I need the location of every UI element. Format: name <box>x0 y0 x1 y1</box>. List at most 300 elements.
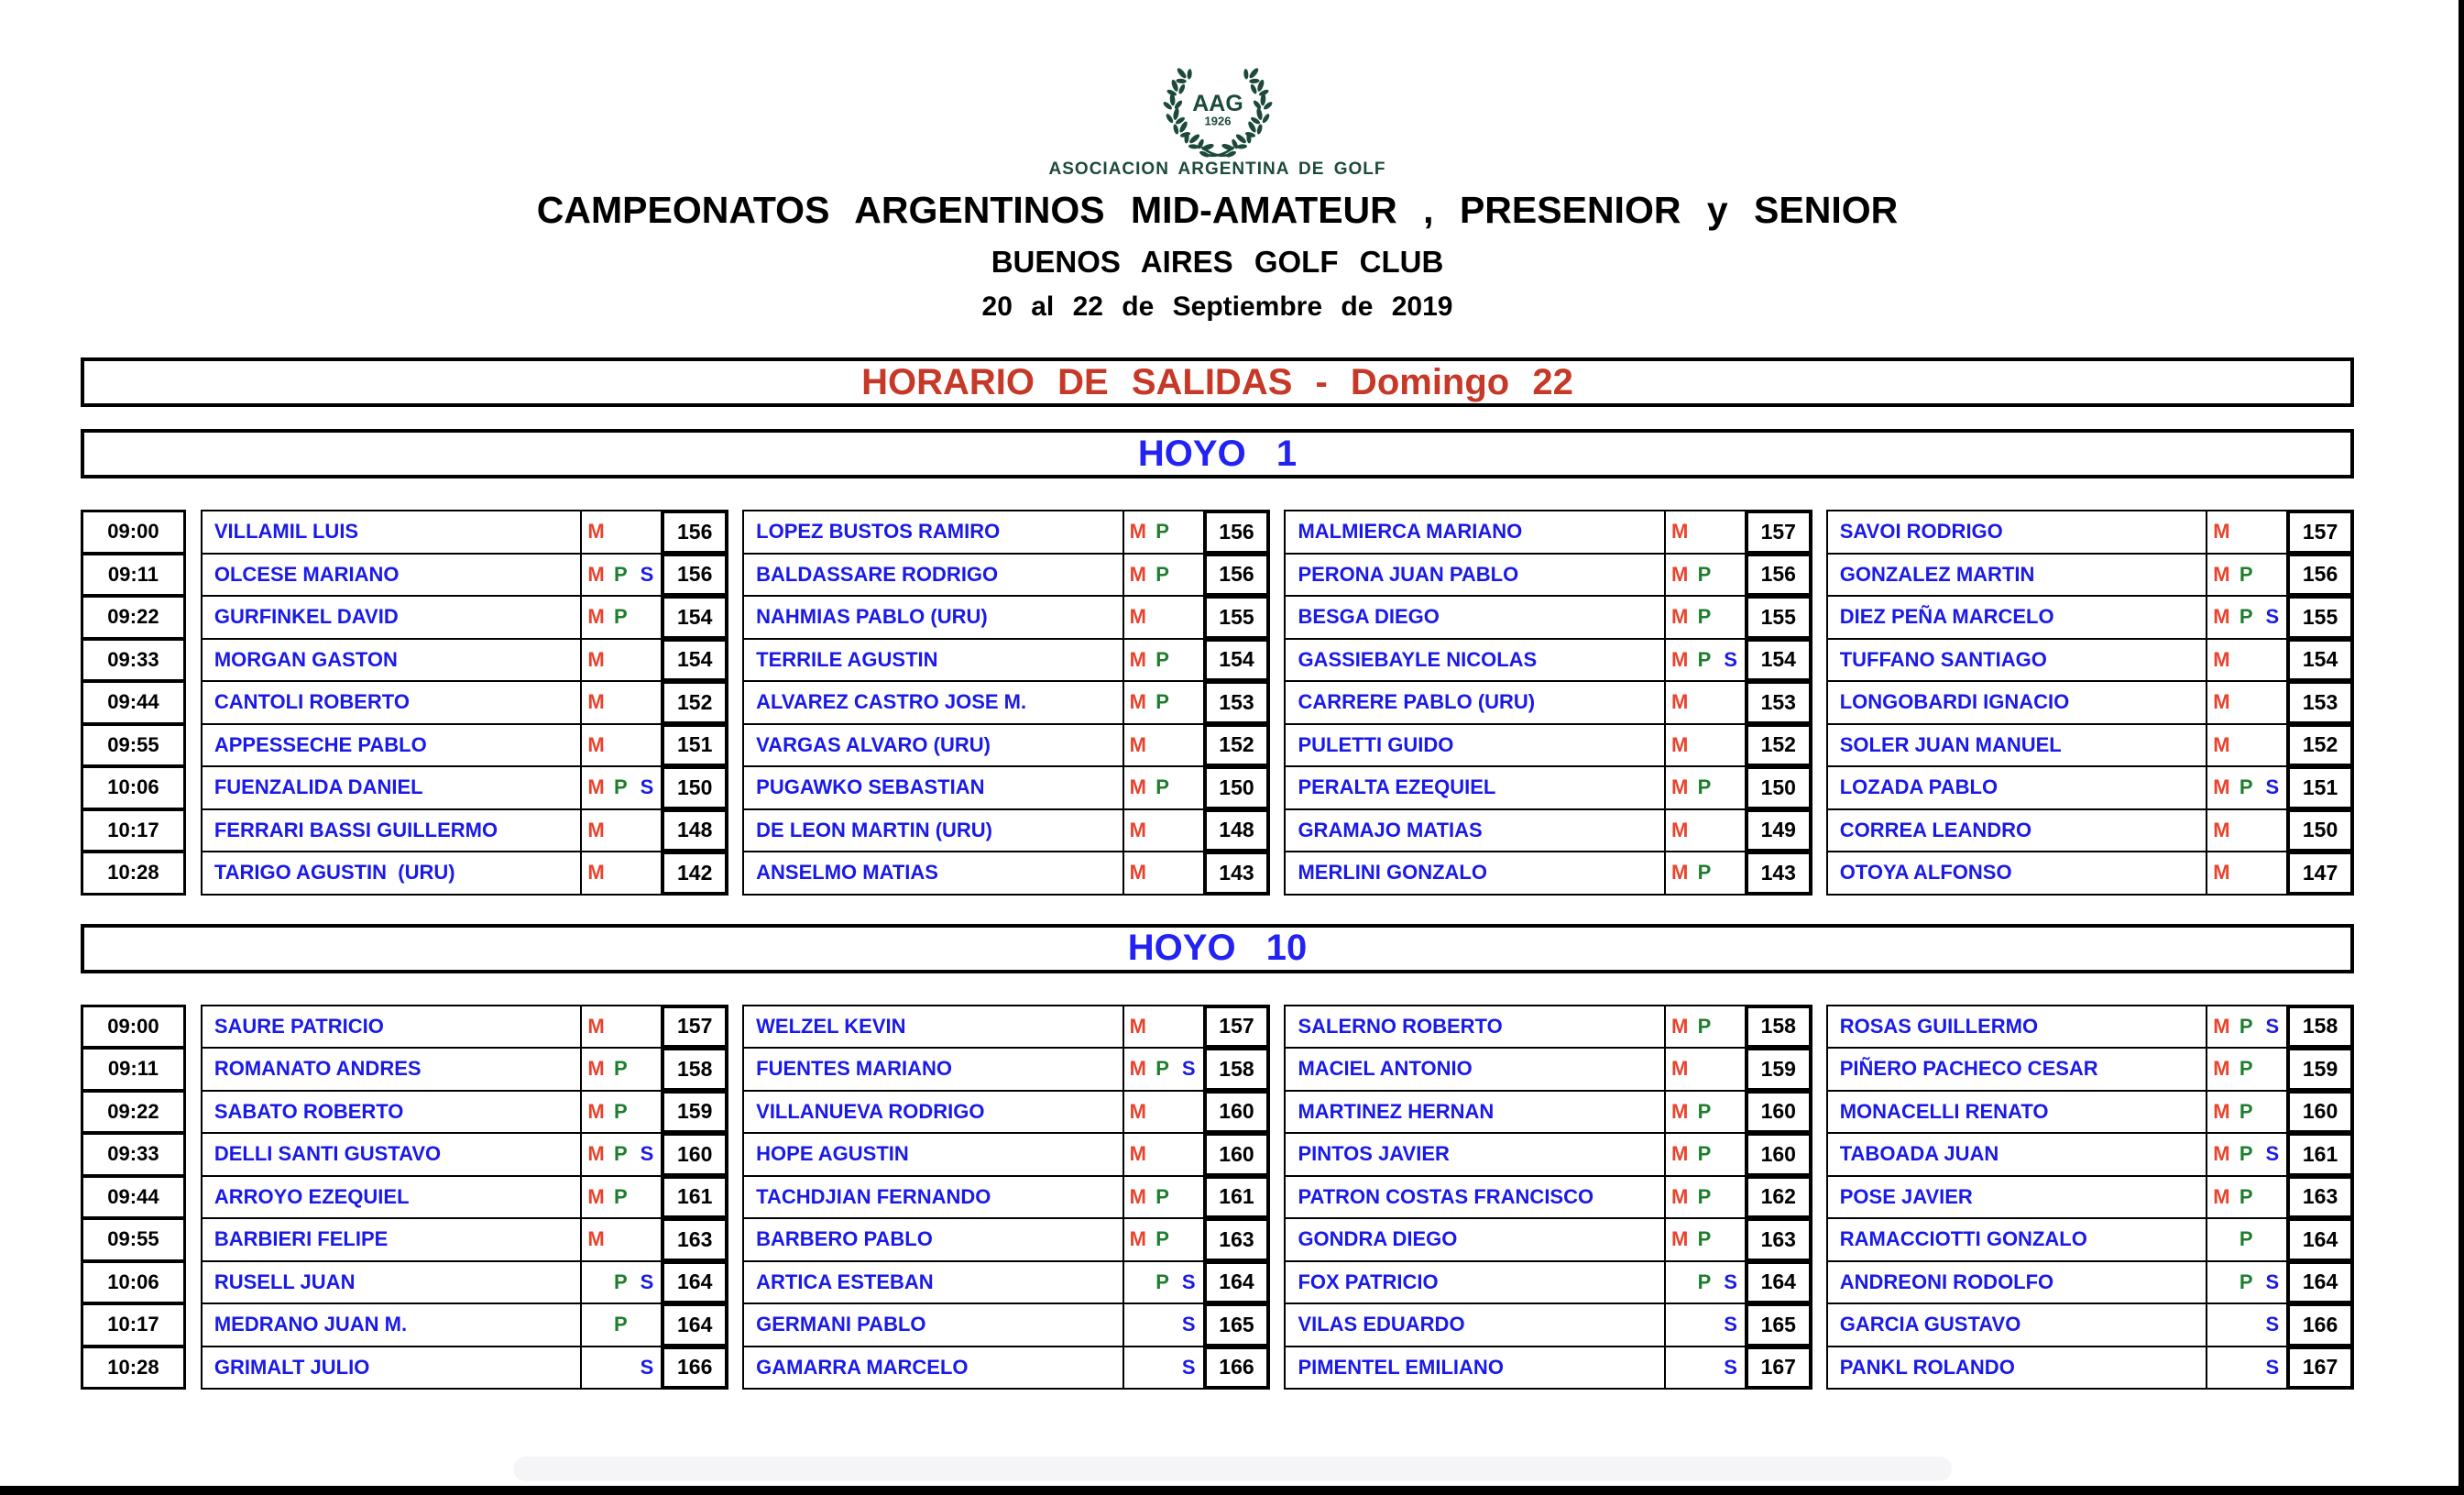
player-name-cell: CANTOLI ROBERTO <box>201 680 581 725</box>
category-flags-cell <box>580 851 663 896</box>
score-cell: 150 <box>1203 765 1271 810</box>
player-name-cell: MORGAN GASTON <box>201 638 581 683</box>
flag-m: M <box>2213 520 2230 544</box>
flag-m: M <box>587 775 605 799</box>
flag-s: S <box>2265 1142 2280 1166</box>
column-gap <box>1270 553 1284 598</box>
column-gap <box>728 1090 742 1135</box>
column-gap <box>1270 510 1284 555</box>
flag-m: M <box>1670 690 1689 714</box>
flag-m: M <box>1129 605 1146 629</box>
column-gap <box>186 1346 201 1391</box>
player-name-cell: TACHDJIAN FERNANDO <box>742 1175 1122 1220</box>
column-gap <box>1812 553 1826 598</box>
flag-m: M <box>1670 1227 1689 1251</box>
score-cell: 158 <box>1203 1047 1271 1092</box>
flag-p: P <box>1697 1270 1712 1293</box>
flag-m: M <box>1670 775 1689 799</box>
score-cell: 164 <box>661 1303 728 1347</box>
player-name-cell: DELLI SANTI GUSTAVO <box>201 1132 581 1177</box>
flag-s: S <box>1181 1057 1196 1081</box>
player-name-cell: SOLER JUAN MANUEL <box>1826 723 2207 768</box>
tee-time-cell: 09:33 <box>81 638 186 683</box>
category-flags-cell <box>2206 510 2288 555</box>
score-cell: 165 <box>1203 1303 1271 1347</box>
score-cell: 160 <box>661 1132 728 1177</box>
flag-m: M <box>2213 690 2230 714</box>
category-flags-cell <box>2206 1132 2288 1177</box>
tee-time-cell: 10:06 <box>81 1260 186 1305</box>
category-flags-cell <box>1122 1217 1205 1262</box>
flag-p: P <box>1155 775 1169 799</box>
tee-time-cell: 09:44 <box>81 1175 186 1220</box>
column-gap <box>186 1175 201 1220</box>
column-gap <box>1812 510 1826 555</box>
score-cell: 150 <box>661 765 728 810</box>
column-gap <box>1270 1260 1284 1305</box>
flag-p: P <box>1697 605 1712 629</box>
category-flags-cell <box>1122 1260 1205 1305</box>
player-name-cell: FUENTES MARIANO <box>742 1047 1122 1092</box>
player-name-cell: VILLAMIL LUIS <box>201 510 581 555</box>
category-flags-cell <box>580 765 663 810</box>
score-cell: 159 <box>2286 1047 2354 1092</box>
flag-m: M <box>587 647 605 671</box>
section-title-box <box>81 429 2354 478</box>
score-cell: 154 <box>2286 638 2354 683</box>
flag-m: M <box>587 690 605 714</box>
category-flags-cell <box>2206 808 2288 853</box>
aag-logo <box>81 62 2354 180</box>
flag-p: P <box>1697 562 1712 586</box>
column-gap <box>186 851 201 896</box>
player-name-cell: ANSELMO MATIAS <box>742 851 1122 896</box>
category-flags-cell <box>580 808 663 853</box>
player-name-cell: FERRARI BASSI GUILLERMO <box>201 808 581 853</box>
category-flags-cell <box>580 1217 663 1262</box>
flag-p: P <box>613 1270 628 1293</box>
flag-m: M <box>1129 1184 1146 1208</box>
column-gap <box>1270 851 1284 896</box>
flag-m: M <box>587 861 605 885</box>
flag-s: S <box>1724 1270 1737 1293</box>
flag-m: M <box>587 562 605 586</box>
score-cell: 163 <box>1745 1217 1812 1262</box>
flag-s: S <box>1181 1313 1196 1336</box>
flag-m: M <box>587 1057 605 1081</box>
player-name-cell: GASSIEBAYLE NICOLAS <box>1284 638 1664 683</box>
category-flags-cell <box>1122 1175 1205 1220</box>
category-flags-cell <box>580 1346 663 1391</box>
score-cell: 150 <box>2286 808 2354 853</box>
flag-m: M <box>1129 1014 1146 1038</box>
category-flags-cell <box>1664 1346 1747 1391</box>
column-gap <box>1812 808 1826 853</box>
score-cell: 154 <box>1203 638 1271 683</box>
column-gap <box>728 1303 742 1347</box>
flag-s: S <box>640 1142 654 1166</box>
score-cell: 160 <box>1745 1090 1812 1135</box>
score-cell: 157 <box>1745 510 1812 555</box>
flag-p: P <box>613 1313 628 1336</box>
player-name-cell: GURFINKEL DAVID <box>201 595 581 640</box>
hoyo-section <box>81 924 2354 1391</box>
flag-m: M <box>2213 562 2230 586</box>
screen-bottom-edge <box>0 1486 2464 1495</box>
player-name-cell: GRIMALT JULIO <box>201 1346 581 1391</box>
category-flags-cell <box>1122 1090 1205 1135</box>
player-name-cell: APPESSECHE PABLO <box>201 723 581 768</box>
category-flags-cell <box>580 1132 663 1177</box>
player-name-cell: MERLINI GONZALO <box>1284 851 1664 896</box>
category-flags-cell <box>1122 1346 1205 1391</box>
player-name-cell: VILAS EDUARDO <box>1284 1303 1664 1347</box>
flag-p: P <box>1697 1014 1712 1038</box>
column-gap <box>728 1260 742 1305</box>
flag-m: M <box>2213 1142 2230 1166</box>
flag-m: M <box>2213 605 2230 629</box>
category-flags-cell <box>1122 1005 1205 1050</box>
player-name-cell: OLCESE MARIANO <box>201 553 581 598</box>
player-name-cell: LOPEZ BUSTOS RAMIRO <box>742 510 1122 555</box>
player-name-cell: CARRERE PABLO (URU) <box>1284 680 1664 725</box>
score-cell: 152 <box>661 680 728 725</box>
flag-m: M <box>1129 1142 1146 1166</box>
flag-m: M <box>1670 1184 1689 1208</box>
tee-time-row <box>81 553 2354 598</box>
category-flags-cell <box>2206 1217 2288 1262</box>
player-name-cell: MEDRANO JUAN M. <box>201 1303 581 1347</box>
flag-s: S <box>1724 647 1737 671</box>
tee-time-row <box>81 1260 2354 1305</box>
score-cell: 160 <box>1745 1132 1812 1177</box>
flag-m: M <box>587 605 605 629</box>
flag-m: M <box>1129 562 1146 586</box>
logo-org-name: ASOCIACION ARGENTINA DE GOLF <box>1048 159 1386 179</box>
score-cell: 158 <box>2286 1005 2354 1050</box>
category-flags-cell <box>1122 808 1205 853</box>
event-dates: 20 al 22 de Septiembre de 2019 <box>981 291 1453 322</box>
player-name-cell: ARTICA ESTEBAN <box>742 1260 1122 1305</box>
category-flags-cell <box>2206 595 2288 640</box>
flag-p: P <box>1155 1270 1169 1293</box>
column-gap <box>1812 723 1826 768</box>
category-flags-cell <box>1664 765 1747 810</box>
flag-p: P <box>613 605 628 629</box>
flag-p: P <box>2239 1057 2253 1081</box>
column-gap <box>1270 1090 1284 1135</box>
score-cell: 159 <box>1745 1047 1812 1092</box>
column-gap <box>728 1005 742 1050</box>
category-flags-cell <box>580 1175 663 1220</box>
tee-time-cell: 10:17 <box>81 1303 186 1347</box>
column-gap <box>1270 1132 1284 1177</box>
player-name-cell: SAURE PATRICIO <box>201 1005 581 1050</box>
flag-m: M <box>587 1227 605 1251</box>
column-gap <box>186 595 201 640</box>
column-gap <box>1812 1090 1826 1135</box>
flag-p: P <box>613 1057 628 1081</box>
column-gap <box>1812 595 1826 640</box>
category-flags-cell <box>2206 1090 2288 1135</box>
flag-m: M <box>2213 1099 2230 1123</box>
flag-m: M <box>587 1014 605 1038</box>
category-flags-cell <box>580 553 663 598</box>
player-name-cell: GARCIA GUSTAVO <box>1826 1303 2207 1347</box>
bottom-pill-shadow <box>513 1457 1952 1481</box>
player-name-cell: MONACELLI RENATO <box>1826 1090 2207 1135</box>
tee-time-cell: 09:11 <box>81 553 186 598</box>
category-flags-cell <box>580 723 663 768</box>
category-flags-cell <box>1122 595 1205 640</box>
category-flags-cell <box>2206 1346 2288 1391</box>
player-name-cell: RAMACCIOTTI GONZALO <box>1826 1217 2207 1262</box>
flag-p: P <box>2239 562 2253 586</box>
flag-m: M <box>1670 520 1689 544</box>
player-name-cell: SALERNO ROBERTO <box>1284 1005 1664 1050</box>
flag-m: M <box>1670 861 1689 885</box>
category-flags-cell <box>580 1005 663 1050</box>
score-cell: 164 <box>1745 1260 1812 1305</box>
column-gap <box>1812 1303 1826 1347</box>
category-flags-cell <box>1664 1260 1747 1305</box>
player-name-cell: GONDRA DIEGO <box>1284 1217 1664 1262</box>
column-gap <box>1270 765 1284 810</box>
score-cell: 153 <box>2286 680 2354 725</box>
flag-m: M <box>2213 732 2230 756</box>
score-cell: 164 <box>2286 1260 2354 1305</box>
category-flags-cell <box>1664 553 1747 598</box>
category-flags-cell <box>1664 680 1747 725</box>
score-cell: 166 <box>1203 1346 1271 1391</box>
tee-time-cell: 10:17 <box>81 808 186 853</box>
tee-time-row <box>81 1217 2354 1262</box>
flag-m: M <box>1129 1227 1146 1251</box>
column-gap <box>1812 765 1826 810</box>
tee-time-cell: 09:11 <box>81 1047 186 1092</box>
flag-m: M <box>587 1099 605 1123</box>
category-flags-cell <box>1122 638 1205 683</box>
flag-p: P <box>1155 520 1169 544</box>
flag-m: M <box>2213 647 2230 671</box>
tee-time-row <box>81 1303 2354 1347</box>
flag-p: P <box>1155 647 1169 671</box>
tee-time-row <box>81 765 2354 810</box>
player-name-cell: ROMANATO ANDRES <box>201 1047 581 1092</box>
score-cell: 155 <box>1745 595 1812 640</box>
score-cell: 163 <box>661 1217 728 1262</box>
schedule-title: HORARIO DE SALIDAS - Domingo 22 <box>861 361 1573 402</box>
score-cell: 156 <box>2286 553 2354 598</box>
category-flags-cell <box>2206 1005 2288 1050</box>
score-cell: 153 <box>1745 680 1812 725</box>
flag-s: S <box>2265 1270 2280 1293</box>
column-gap <box>1270 1217 1284 1262</box>
score-cell: 158 <box>1745 1005 1812 1050</box>
flag-m: M <box>1129 647 1146 671</box>
player-name-cell: VARGAS ALVARO (URU) <box>742 723 1122 768</box>
column-gap <box>728 1132 742 1177</box>
flag-p: P <box>2239 1014 2253 1038</box>
category-flags-cell <box>1122 1303 1205 1347</box>
tee-time-cell: 10:06 <box>81 765 186 810</box>
tee-time-row <box>81 1047 2354 1092</box>
score-cell: 142 <box>661 851 728 896</box>
score-cell: 154 <box>661 595 728 640</box>
flag-p: P <box>2239 1142 2253 1166</box>
flag-p: P <box>1697 861 1712 885</box>
player-name-cell: POSE JAVIER <box>1826 1175 2207 1220</box>
document-page <box>81 0 2354 1390</box>
player-name-cell: ARROYO EZEQUIEL <box>201 1175 581 1220</box>
tee-time-row <box>81 1090 2354 1135</box>
flag-s: S <box>2265 1313 2280 1336</box>
player-name-cell: PERALTA EZEQUIEL <box>1284 765 1664 810</box>
flag-m: M <box>1129 690 1146 714</box>
column-gap <box>1812 680 1826 725</box>
player-name-cell: BESGA DIEGO <box>1284 595 1664 640</box>
flag-m: M <box>1129 775 1146 799</box>
tee-times-table <box>81 1005 2354 1391</box>
category-flags-cell <box>2206 1175 2288 1220</box>
player-name-cell: GONZALEZ MARTIN <box>1826 553 2207 598</box>
flag-m: M <box>1670 1142 1689 1166</box>
category-flags-cell <box>580 680 663 725</box>
category-flags-cell <box>580 1260 663 1305</box>
flag-p: P <box>1697 775 1712 799</box>
tee-time-row <box>81 851 2354 896</box>
score-cell: 164 <box>1203 1260 1271 1305</box>
column-gap <box>728 808 742 853</box>
player-name-cell: PIÑERO PACHECO CESAR <box>1826 1047 2207 1092</box>
column-gap <box>1812 1132 1826 1177</box>
column-gap <box>1812 1047 1826 1092</box>
player-name-cell: DE LEON MARTIN (URU) <box>742 808 1122 853</box>
player-name-cell: ANDREONI RODOLFO <box>1826 1260 2207 1305</box>
flag-s: S <box>640 1270 654 1293</box>
player-name-cell: PANKL ROLANDO <box>1826 1346 2207 1391</box>
flag-m: M <box>1129 732 1146 756</box>
logo-year: 1926 <box>1204 114 1231 128</box>
column-gap <box>1270 680 1284 725</box>
score-cell: 167 <box>1745 1346 1812 1391</box>
score-cell: 156 <box>1745 553 1812 598</box>
category-flags-cell <box>1122 510 1205 555</box>
column-gap <box>1270 638 1284 683</box>
flag-m: M <box>2213 1057 2230 1081</box>
category-flags-cell <box>2206 553 2288 598</box>
flag-m: M <box>2213 1014 2230 1038</box>
player-name-cell: LONGOBARDI IGNACIO <box>1826 680 2207 725</box>
flag-m: M <box>1670 1099 1689 1123</box>
column-gap <box>1812 1005 1826 1050</box>
category-flags-cell <box>580 510 663 555</box>
score-cell: 147 <box>2286 851 2354 896</box>
category-flags-cell <box>580 1047 663 1092</box>
player-name-cell: FUENZALIDA DANIEL <box>201 765 581 810</box>
flag-m: M <box>1670 818 1689 841</box>
tee-time-cell: 10:28 <box>81 1346 186 1391</box>
column-gap <box>1270 1005 1284 1050</box>
player-name-cell: RUSELL JUAN <box>201 1260 581 1305</box>
category-flags-cell <box>1664 1175 1747 1220</box>
category-flags-cell <box>1664 595 1747 640</box>
tee-time-cell: 09:22 <box>81 595 186 640</box>
column-gap <box>186 680 201 725</box>
category-flags-cell <box>1122 680 1205 725</box>
flag-s: S <box>640 775 654 799</box>
player-name-cell: FOX PATRICIO <box>1284 1260 1664 1305</box>
flag-s: S <box>640 1355 654 1379</box>
category-flags-cell <box>1122 1047 1205 1092</box>
tee-time-row <box>81 723 2354 768</box>
flag-p: P <box>2239 605 2253 629</box>
column-gap <box>728 553 742 598</box>
tee-time-cell: 09:00 <box>81 1005 186 1050</box>
flag-m: M <box>1670 1057 1689 1081</box>
category-flags-cell <box>580 1090 663 1135</box>
tee-time-cell: 10:28 <box>81 851 186 896</box>
player-name-cell: BALDASSARE RODRIGO <box>742 553 1122 598</box>
column-gap <box>186 1132 201 1177</box>
flag-m: M <box>587 818 605 841</box>
flag-m: M <box>1129 520 1146 544</box>
score-cell: 153 <box>1203 680 1271 725</box>
player-name-cell: WELZEL KEVIN <box>742 1005 1122 1050</box>
score-cell: 156 <box>1203 510 1271 555</box>
score-cell: 158 <box>661 1047 728 1092</box>
column-gap <box>728 1175 742 1220</box>
column-gap <box>1270 1175 1284 1220</box>
tee-time-row <box>81 1346 2354 1391</box>
logo-acronym: AAG <box>1191 91 1243 117</box>
schedule-title-box <box>81 357 2354 407</box>
flag-m: M <box>2213 818 2230 841</box>
score-cell: 164 <box>2286 1217 2354 1262</box>
player-name-cell: PERONA JUAN PABLO <box>1284 553 1664 598</box>
flag-m: M <box>1670 647 1689 671</box>
category-flags-cell <box>2206 680 2288 725</box>
score-cell: 161 <box>661 1175 728 1220</box>
flag-m: M <box>1129 861 1146 885</box>
tee-time-row <box>81 1175 2354 1220</box>
player-name-cell: GERMANI PABLO <box>742 1303 1122 1347</box>
flag-p: P <box>1697 1142 1712 1166</box>
player-name-cell: TARIGO AGUSTIN (URU) <box>201 851 581 896</box>
flag-m: M <box>587 1142 605 1166</box>
player-name-cell: MALMIERCA MARIANO <box>1284 510 1664 555</box>
flag-m: M <box>2213 775 2230 799</box>
flag-p: P <box>1155 690 1169 714</box>
column-gap <box>1270 808 1284 853</box>
player-name-cell: BARBIERI FELIPE <box>201 1217 581 1262</box>
player-name-cell: PUGAWKO SEBASTIAN <box>742 765 1122 810</box>
category-flags-cell <box>1122 851 1205 896</box>
score-cell: 163 <box>2286 1175 2354 1220</box>
flag-s: S <box>1181 1355 1196 1379</box>
tee-time-cell: 09:00 <box>81 510 186 555</box>
page-title: CAMPEONATOS ARGENTINOS MID-AMATEUR , PRESENIOR y SENIOR <box>536 189 1899 231</box>
category-flags-cell <box>1664 1132 1747 1177</box>
score-cell: 157 <box>661 1005 728 1050</box>
player-name-cell: ALVAREZ CASTRO JOSE M. <box>742 680 1122 725</box>
player-name-cell: TUFFANO SANTIAGO <box>1826 638 2207 683</box>
flag-s: S <box>2265 1014 2280 1038</box>
flag-s: S <box>2265 605 2280 629</box>
column-gap <box>186 1217 201 1262</box>
flag-p: P <box>1697 1227 1712 1251</box>
column-gap <box>728 638 742 683</box>
